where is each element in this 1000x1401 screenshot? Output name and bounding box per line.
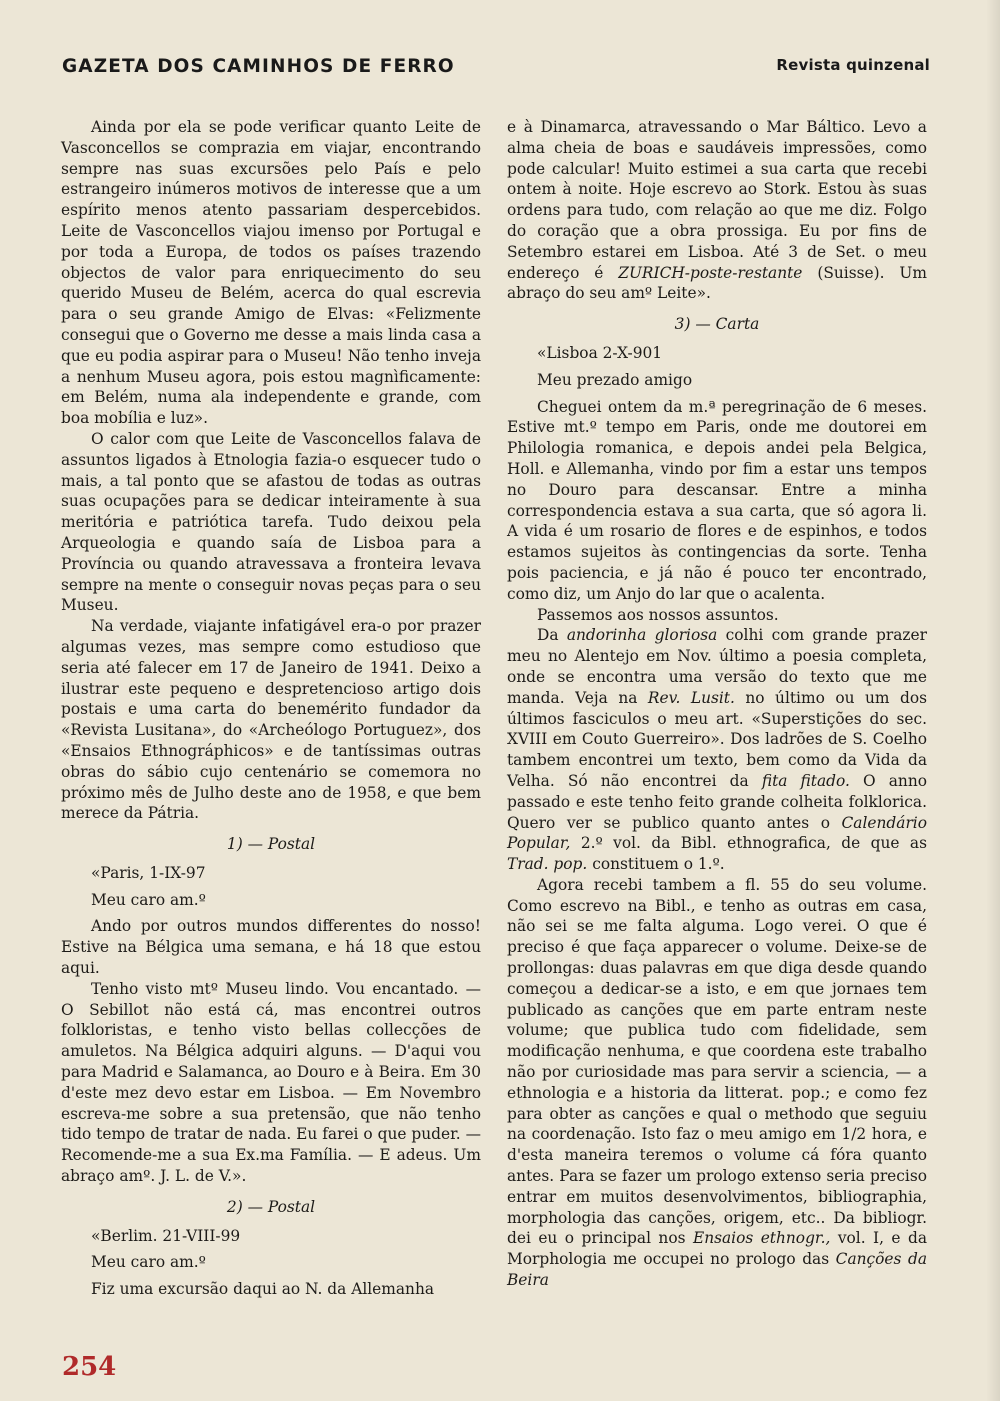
text-run: O anno passado e este tenho feito grande colheita folklorica. Quero ver se publico quanto antes o xyxy=(507,771,927,832)
paragraph xyxy=(507,117,927,304)
letter-dateline: «Lisboa 2-X-901 xyxy=(537,343,663,362)
italic-text: Canções da Beira xyxy=(507,1250,927,1290)
letter-salutation: Meu caro am.º xyxy=(91,890,206,909)
right-column xyxy=(507,117,927,1291)
letter-salutation: Meu prezado amigo xyxy=(537,370,693,389)
paragraph: Na verdade, viajante infatigável era-o por prazer algumas vezes, mas sempre como estudioso que seria até falecer em 17 de Janeiro de 1941. Deixo a ilustrar este pequeno e despretencioso artigo dois postais e uma carta do benemérito fundador da «Revista Lusitana», do «Archeólogo Portuguez», dos «Ensaios Ethnográphicos» e de tantíssimas outras obras do sábio cujo centenário se comemora no próximo mês de Julho deste ano de 1958, e que bem merece da Pátria. xyxy=(61,617,481,823)
text-run: e à Dinamarca, atravessando o Mar Báltico. Levo a alma cheia de boas e saudáveis impressões, como pode calcular! Muito estimei a sua carta que recebi ontem à noite. Hoje escrevo ao Stork. Estou às suas ordens para tudo, com relação ao que me diz. Folgo do coração que a obra prossiga. Eu por fins de Setembro estarei em Lisboa. Até 3 de Set. o meu endereço é xyxy=(507,118,927,282)
text-run: Da xyxy=(537,626,567,645)
text-run: colhi com grande prazer meu no Alentejo em Nov. último a poesia completa, onde se encontra uma versão do texto que me manda. Veja na xyxy=(507,626,927,707)
italic-text: Calendário Popular, xyxy=(507,813,927,853)
page-edge-shadow xyxy=(986,0,1000,1401)
paragraph: Passemos aos nossos assuntos. xyxy=(537,605,779,624)
italic-text: andorinha gloriosa xyxy=(566,626,718,645)
section-heading: 1) — Postal xyxy=(226,835,316,854)
paragraph xyxy=(507,625,927,875)
text-run: vol. I, e da Morphologia me occupei no prologo das xyxy=(507,1229,928,1269)
publication-title: GAZETA DOS CAMINHOS DE FERRO xyxy=(62,56,455,77)
paragraph: Cheguei ontem da m.ª peregrinação de 6 meses. Estive mt.º tempo em Paris, onde me doutorei em Philologia romanica, e depois andei pela Belgica, Holl. e Allemanha, vindo por fim a estar uns tempos no Douro para descansar. Entre a minha correspondencia estava a sua carta, que só agora li. A vida é um rosario de flores e de espinhos, e todos estamos sujeitos às contingencias da sorte. Tenha pois paciencia, e já não é pouco ter encontrado, como diz, um Anjo do lar que o acalenta. xyxy=(507,397,927,603)
letter-salutation: Meu caro am.º xyxy=(91,1253,206,1272)
letter-dateline: «Paris, 1-IX-97 xyxy=(91,863,206,882)
paragraph: Tenho visto mtº Museu lindo. Vou encantado. — O Sebillot não está cá, mas encontrei outros folkloristas, e tenho visto bellas collecções de amuletos. Na Bélgica adquiri alguns. — D'aqui vou para Madrid e Salamanca, ao Douro e à Beira. Em 30 d'este mez devo estar em Lisboa. — Em Novembro escreva-me sobre a sua pretensão, que não tenho tido tempo de tratar de nada. Eu farei o que puder. — Recomende-me a sua Ex.ma Família. — E adeus. Um abraço amº. J. L. de V.». xyxy=(61,979,481,1186)
italic-text: fita fitado. xyxy=(761,771,850,790)
section-heading: 3) — Carta xyxy=(674,315,760,334)
paragraph: Ando por outros mundos differentes do nosso! Estive na Bélgica uma semana, e há 18 que estou aqui. xyxy=(61,917,481,978)
paragraph: Fiz uma excursão daqui ao N. da Allemanha xyxy=(91,1280,435,1299)
left-column xyxy=(61,117,481,1300)
text-run: constituem o 1.º. xyxy=(587,855,725,874)
text-run: (Suisse). Um abraço do seu amº Leite». xyxy=(507,263,927,303)
paragraph: O calor com que Leite de Vasconcellos falava de assuntos ligados à Etnologia fazia-o esquecer tudo o mais, a tal ponto que se afastou de todas as outras suas ocupações para se dedicar inteiramente à sua meritória e patriótica tarefa. Tudo deixou pela Arqueologia e quando saía de Lisboa para a Província ou quando atravessava a fronteira levava sempre na mente o conseguir novas peças para o seu Museu. xyxy=(61,429,481,615)
italic-text: Trad. pop. xyxy=(507,855,588,874)
italic-text: ZURICH-poste-restante xyxy=(618,263,803,282)
text-run: 2.º vol. da Bibl. ethnografica, de que as xyxy=(570,834,927,853)
page-number: 254 xyxy=(62,1352,117,1382)
text-run: no último ou um dos últimos fasciculos o meu art. «Superstições do sec. XVIII em Couto Guerreiro». Dos ladrões de S. Coelho tambem encontrei um texto, bem como da Vida da Velha. Só não encontrei da xyxy=(507,688,927,790)
publication-subtitle: Revista quinzenal xyxy=(776,56,930,74)
text-run: Agora recebi tambem a fl. 55 do seu volume. Como escrevo na Bibl., e tenho as outras em casa, não sei se me falta alguma. Logo verei. O que é preciso é que faça apparecer o volume. Deixe-se de prollongas: duas palavras em que diga desde quando começou a dedicar-se a isto, e em que jornaes tem publicado as canções que em parte entram neste volume; que publica tudo com fidelidade, sem modificação nenhuma, e que coordena este trabalho não por curiosidade mas para servir a sciencia, — a ethnologia e a historia da litterat. pop.; e como fez para obter as canções e qual o methodo que seguiu na coordenação. Isto faz o meu amigo em 1/2 hora, e d'esta maneira teremos o volume cá fóra quanto antes. Para se fazer um prologo extenso seria preciso entrar em muitos desenvolvimentos, bibliographia, morphologia das canções, origem, etc.. Da bibliogr. dei eu o principal nos xyxy=(507,875,927,1248)
paragraph: Ainda por ela se pode verificar quanto Leite de Vasconcellos se comprazia em viajar, encontrando sempre nas suas excursões pelo País e pelo estrangeiro inúmeros motivos de interesse que a um espírito menos atento passariam despercebidos. Leite de Vasconcellos viajou imenso por Portugal e por toda a Europa, de todos os países trazendo objectos de valor para enriquecimento do seu querido Museu de Belém, acerca do qual escrevia para o seu grande Amigo de Elvas: «Felizmente consegui que o Governo me desse a mais linda casa a que eu podia aspirar para o Museu! Não tenho inveja a nenhum Museu agora, pois estou magnìficamente: em Belém, numa ala independente e grande, com boa mobília e luz». xyxy=(61,118,481,428)
section-heading: 2) — Postal xyxy=(226,1197,316,1216)
letter-dateline: «Berlim. 21-VIII-99 xyxy=(91,1226,241,1245)
italic-text: Rev. Lusit. xyxy=(647,688,735,707)
page-header xyxy=(62,56,930,86)
paragraph xyxy=(507,875,927,1291)
italic-text: Ensaios ethnogr., xyxy=(692,1229,831,1248)
